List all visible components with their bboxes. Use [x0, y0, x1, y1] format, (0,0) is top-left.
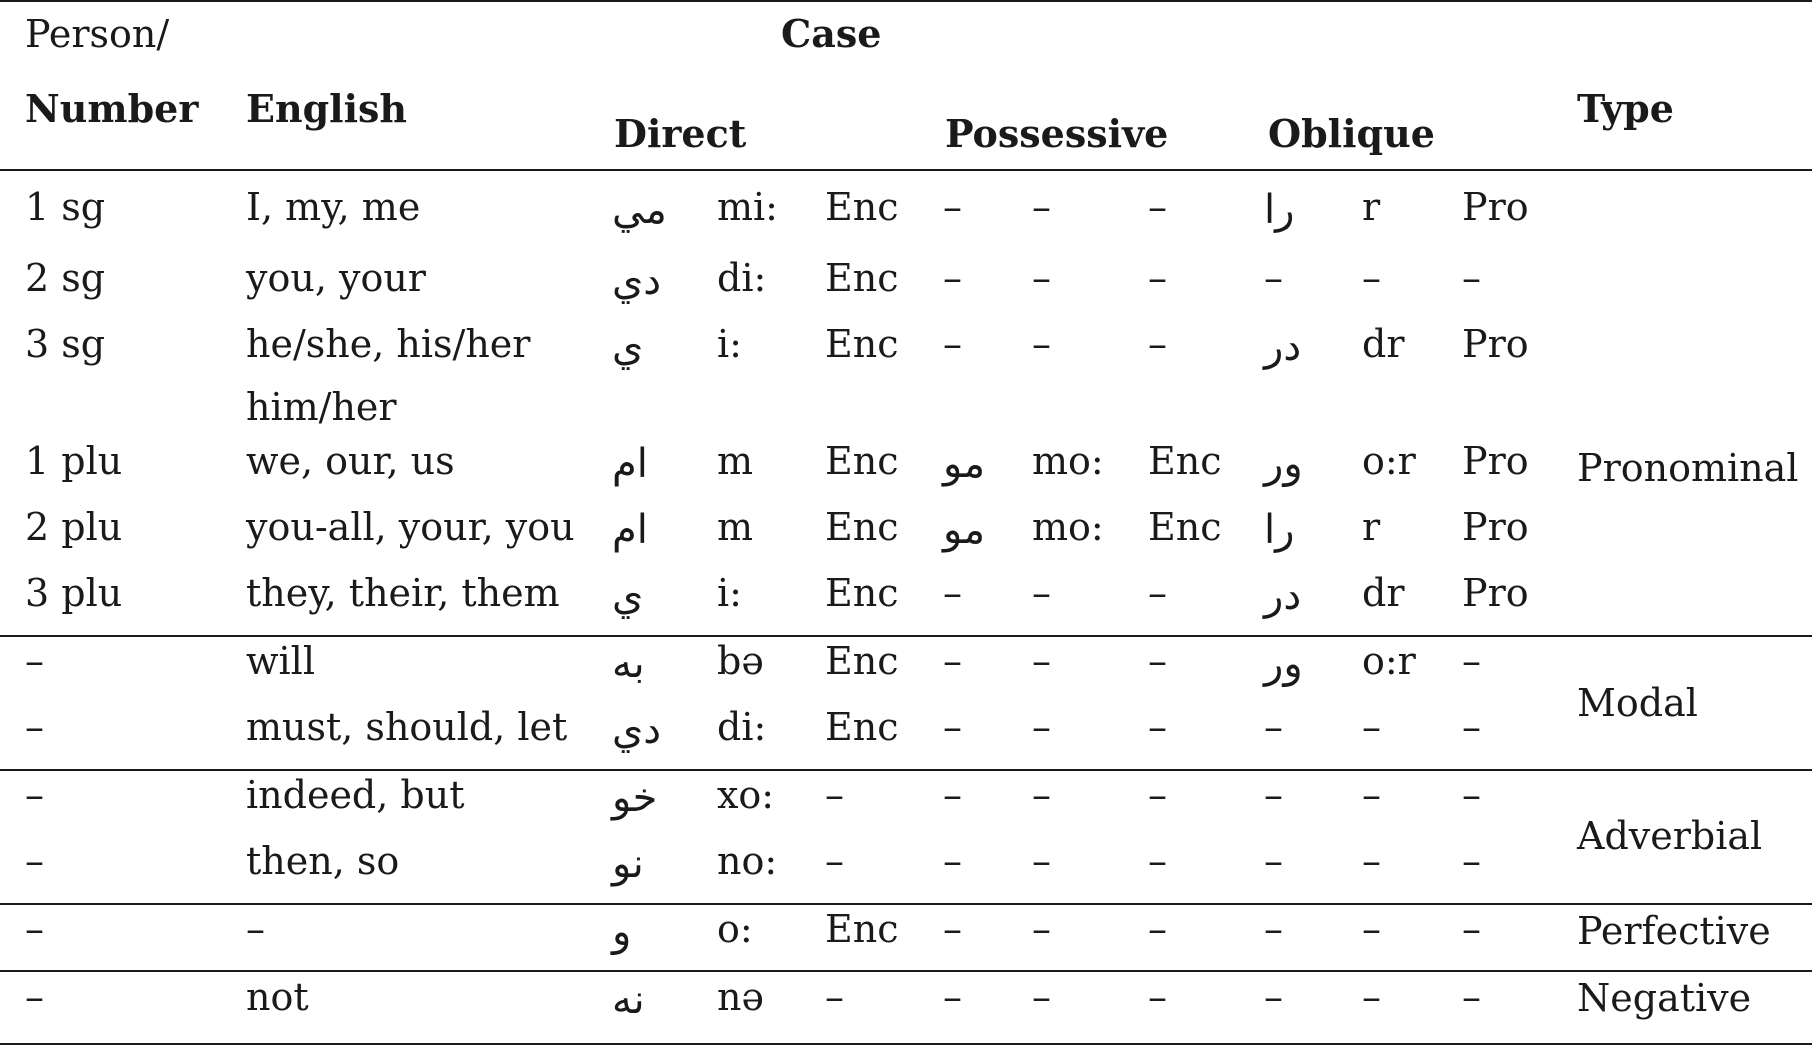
oblique-translit-cell: – [1362, 705, 1381, 749]
oblique-type-cell: – [1462, 256, 1481, 300]
header-oblique: Oblique [1268, 111, 1435, 156]
english-cell: indeed, but [246, 773, 465, 817]
oblique-type-cell: Pro [1462, 571, 1529, 615]
direct-arabic-cell: دي [612, 707, 662, 753]
oblique-type-cell: – [1462, 705, 1481, 749]
direct-arabic-cell: ي [612, 324, 644, 370]
possessive-translit-cell: – [1032, 773, 1051, 817]
oblique-type-cell: – [1462, 907, 1481, 951]
english-cell: – [246, 907, 265, 951]
direct-translit-cell: no: [717, 839, 778, 883]
person-number-cell: – [25, 705, 44, 749]
header-possessive: Possessive [945, 111, 1169, 156]
direct-arabic-cell: دي [612, 258, 662, 304]
top-rule [0, 0, 1812, 2]
direct-type-cell: Enc [825, 571, 899, 615]
english-cell: he/she, his/her [246, 322, 531, 366]
possessive-translit-cell: – [1032, 185, 1051, 229]
english-cell: we, our, us [246, 439, 455, 483]
english-cell-continuation: him/her [246, 385, 397, 429]
possessive-translit-cell: mo: [1032, 505, 1104, 549]
english-cell: not [246, 975, 309, 1019]
header-type: Type [1577, 86, 1674, 131]
direct-type-cell: – [825, 773, 844, 817]
possessive-type-cell: – [1148, 839, 1167, 883]
person-number-cell: – [25, 639, 44, 683]
oblique-translit-cell: – [1362, 256, 1381, 300]
oblique-type-cell: – [1462, 839, 1481, 883]
possessive-arabic-cell: – [943, 322, 962, 366]
direct-type-cell: Enc [825, 505, 899, 549]
oblique-translit-cell: – [1362, 773, 1381, 817]
possessive-translit-cell: – [1032, 705, 1051, 749]
possessive-type-cell: – [1148, 705, 1167, 749]
direct-type-cell: Enc [825, 705, 899, 749]
oblique-arabic-cell: – [1264, 256, 1283, 300]
oblique-arabic-cell: – [1264, 907, 1283, 951]
direct-arabic-cell: مي [612, 187, 667, 233]
possessive-type-cell: Enc [1148, 439, 1222, 483]
oblique-arabic-cell: در [1264, 573, 1302, 619]
direct-type-cell: – [825, 975, 844, 1019]
direct-translit-cell: mi: [717, 185, 778, 229]
oblique-arabic-cell: ور [1264, 441, 1303, 487]
direct-arabic-cell: نو [612, 841, 644, 887]
english-cell: must, should, let [246, 705, 568, 749]
possessive-translit-cell: – [1032, 975, 1051, 1019]
direct-translit-cell: m [717, 439, 754, 483]
english-cell: I, my, me [246, 185, 421, 229]
direct-translit-cell: o: [717, 907, 753, 951]
oblique-translit-cell: – [1362, 839, 1381, 883]
direct-translit-cell: di: [717, 705, 767, 749]
oblique-arabic-cell: در [1264, 324, 1302, 370]
header-person: Person/ [25, 12, 170, 56]
direct-type-cell: Enc [825, 907, 899, 951]
header-direct: Direct [614, 111, 747, 156]
oblique-translit-cell: – [1362, 907, 1381, 951]
oblique-arabic-cell: ور [1264, 641, 1303, 687]
header-english: English [246, 86, 408, 131]
english-cell: you-all, your, you [246, 505, 575, 549]
header-case: Case [781, 11, 882, 56]
possessive-type-cell: – [1148, 185, 1167, 229]
oblique-translit-cell: o:r [1362, 639, 1416, 683]
possessive-type-cell: – [1148, 907, 1167, 951]
oblique-type-cell: Pro [1462, 439, 1529, 483]
possessive-translit-cell: – [1032, 907, 1051, 951]
possessive-type-cell: – [1148, 322, 1167, 366]
possessive-arabic-cell: – [943, 705, 962, 749]
person-number-cell: 2 plu [25, 505, 123, 549]
direct-arabic-cell: ي [612, 573, 644, 619]
group-rule-adverbial [0, 769, 1812, 771]
oblique-arabic-cell: را [1264, 507, 1295, 553]
direct-type-cell: Enc [825, 639, 899, 683]
possessive-arabic-cell: مو [943, 441, 986, 487]
group-rule-modal [0, 635, 1812, 637]
direct-arabic-cell: ام [612, 507, 648, 553]
possessive-type-cell: – [1148, 773, 1167, 817]
oblique-arabic-cell: – [1264, 975, 1283, 1019]
possessive-translit-cell: – [1032, 839, 1051, 883]
possessive-arabic-cell: – [943, 975, 962, 1019]
group-negative: Negative [1577, 976, 1752, 1020]
possessive-arabic-cell: – [943, 773, 962, 817]
direct-arabic-cell: به [612, 641, 645, 687]
direct-type-cell: Enc [825, 322, 899, 366]
oblique-arabic-cell: – [1264, 839, 1283, 883]
possessive-arabic-cell: – [943, 839, 962, 883]
english-cell: you, your [246, 256, 426, 300]
direct-arabic-cell: نه [612, 977, 645, 1023]
person-number-cell: 1 sg [25, 185, 106, 229]
possessive-arabic-cell: مو [943, 507, 986, 553]
direct-translit-cell: i: [717, 571, 742, 615]
direct-translit-cell: xo: [717, 773, 775, 817]
oblique-translit-cell: dr [1362, 322, 1405, 366]
oblique-translit-cell: o:r [1362, 439, 1416, 483]
direct-type-cell: – [825, 839, 844, 883]
oblique-translit-cell: r [1362, 505, 1381, 549]
direct-translit-cell: nə [717, 975, 764, 1019]
oblique-translit-cell: r [1362, 185, 1381, 229]
possessive-arabic-cell: – [943, 639, 962, 683]
possessive-type-cell: – [1148, 975, 1167, 1019]
person-number-cell: 1 plu [25, 439, 123, 483]
group-pronominal: Pronominal [1577, 446, 1799, 490]
person-number-cell: – [25, 839, 44, 883]
person-number-cell: 3 sg [25, 322, 106, 366]
possessive-translit-cell: – [1032, 256, 1051, 300]
direct-arabic-cell: و [612, 909, 632, 955]
possessive-translit-cell: – [1032, 639, 1051, 683]
oblique-arabic-cell: – [1264, 773, 1283, 817]
person-number-cell: – [25, 975, 44, 1019]
person-number-cell: 2 sg [25, 256, 106, 300]
person-number-cell: – [25, 907, 44, 951]
possessive-arabic-cell: – [943, 256, 962, 300]
person-number-cell: – [25, 773, 44, 817]
oblique-type-cell: Pro [1462, 185, 1529, 229]
direct-translit-cell: i: [717, 322, 742, 366]
group-rule-perfective [0, 903, 1812, 905]
oblique-translit-cell: dr [1362, 571, 1405, 615]
group-adverbial: Adverbial [1577, 814, 1763, 858]
oblique-arabic-cell: – [1264, 705, 1283, 749]
possessive-arabic-cell: – [943, 185, 962, 229]
direct-type-cell: Enc [825, 185, 899, 229]
person-number-cell: 3 plu [25, 571, 123, 615]
oblique-type-cell: Pro [1462, 505, 1529, 549]
english-cell: they, their, them [246, 571, 560, 615]
direct-arabic-cell: خو [612, 775, 658, 821]
direct-type-cell: Enc [825, 256, 899, 300]
bottom-rule [0, 1043, 1812, 1045]
possessive-arabic-cell: – [943, 571, 962, 615]
direct-translit-cell: di: [717, 256, 767, 300]
possessive-translit-cell: – [1032, 571, 1051, 615]
header-rule [0, 169, 1812, 171]
english-cell: then, so [246, 839, 400, 883]
oblique-type-cell: – [1462, 773, 1481, 817]
possessive-type-cell: – [1148, 571, 1167, 615]
direct-translit-cell: bə [717, 639, 764, 683]
oblique-translit-cell: – [1362, 975, 1381, 1019]
header-number: Number [25, 86, 199, 131]
possessive-type-cell: – [1148, 256, 1167, 300]
oblique-type-cell: – [1462, 975, 1481, 1019]
direct-type-cell: Enc [825, 439, 899, 483]
english-cell: will [246, 639, 315, 683]
possessive-translit-cell: – [1032, 322, 1051, 366]
oblique-type-cell: Pro [1462, 322, 1529, 366]
group-modal: Modal [1577, 681, 1698, 725]
possessive-type-cell: Enc [1148, 505, 1222, 549]
direct-translit-cell: m [717, 505, 754, 549]
oblique-arabic-cell: را [1264, 187, 1295, 233]
direct-arabic-cell: ام [612, 441, 648, 487]
group-perfective: Perfective [1577, 909, 1771, 953]
possessive-translit-cell: mo: [1032, 439, 1104, 483]
group-rule-negative [0, 970, 1812, 972]
possessive-type-cell: – [1148, 639, 1167, 683]
possessive-arabic-cell: – [943, 907, 962, 951]
oblique-type-cell: – [1462, 639, 1481, 683]
